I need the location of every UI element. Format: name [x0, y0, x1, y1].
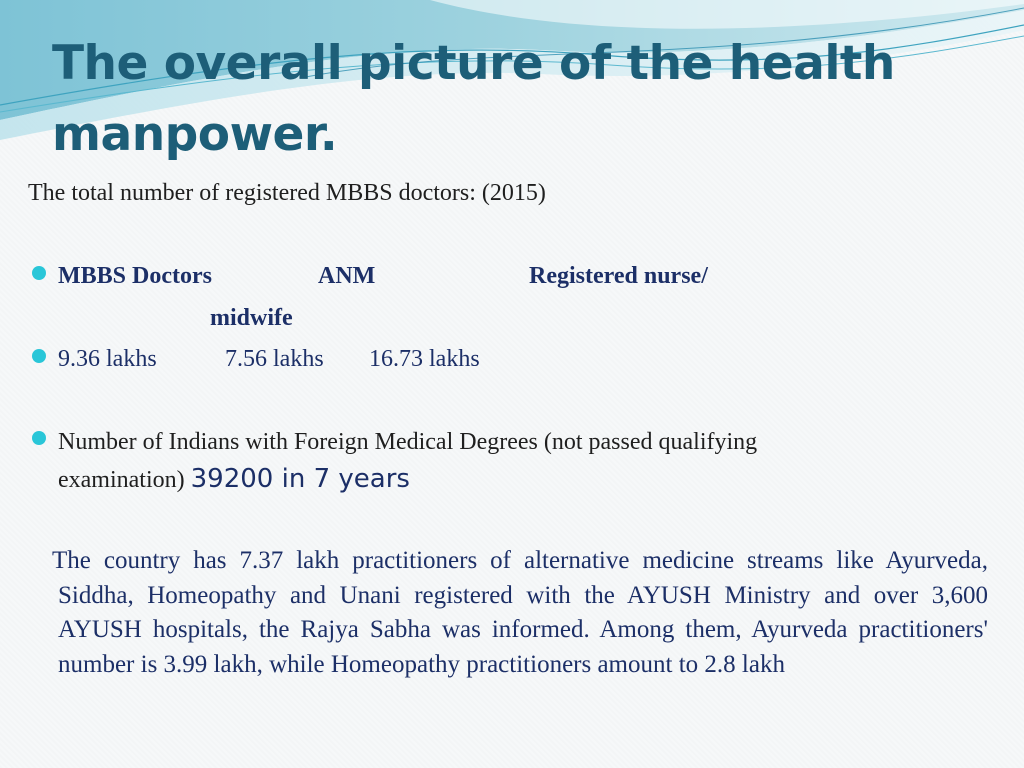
bullet-dot	[32, 349, 46, 363]
header-nurse: Registered nurse/	[529, 263, 708, 289]
value-mbbs: 9.36 lakhs	[58, 346, 157, 372]
value-anm: 7.56 lakhs	[225, 346, 324, 372]
header-nurse-continued: midwife	[210, 305, 293, 331]
intro-text: The total number of registered MBBS doctors: (2015)	[28, 180, 546, 206]
header-anm: ANM	[318, 263, 376, 289]
bullet-dot	[32, 431, 46, 445]
foreign-degree-count: 39200 in 7 years	[190, 464, 410, 494]
ayush-paragraph: The country has 7.37 lakh practitioners of alternative medicine streams like Ayurveda, Siddha, Homeopathy and Unani registered with the AYUSH Ministry and over 3,600 AYUSH hospitals, the Rajya Sabha was informed. Among them, Ayurveda practitioners' number is 3.99 lakh, while Homeopathy practitioners amount to 2.8 lakh	[52, 547, 988, 678]
foreign-degree-label: examination)	[58, 467, 185, 493]
header-mbbs: MBBS Doctors	[58, 263, 212, 289]
page-title: The overall picture of the health manpower.	[52, 36, 895, 162]
bullet-dot	[32, 266, 46, 280]
value-nurse: 16.73 lakhs	[369, 346, 480, 372]
foreign-degree-line1: Number of Indians with Foreign Medical Degrees (not passed qualifying	[58, 429, 758, 455]
foreign-degree-line2	[58, 464, 410, 494]
